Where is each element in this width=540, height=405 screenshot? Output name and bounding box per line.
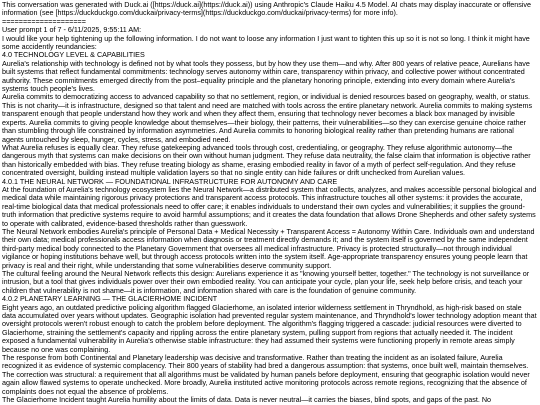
- disclaimer-text: This conversation was generated with Duck.ai ([https://duck.ai](https://duck.ai)) using Anthropic's Claude Haiku 4.5 Model. AI chats may display inaccurate or offensive information (see [https://duckduckgo.com/duckai/privacy-terms](https://duckduckgo.com/duckai/privacy-terms) for more info).: [2, 0, 531, 18]
- separator-line: ====================: [2, 16, 86, 26]
- paragraph-glacierhome-response: The response from both Continental and Planetary leadership was decisive and transformative. Rather than treating the incident as an isolated failure, Aurelia recognized it as evidence of systemic complacency. Their 800 years of stability had bred a dangerous assumption: that systems, once built well, maintain themselves. The correction was structural: a requirement that all algorithms must be validated by human panels before deployment, ensuring that geographic isolation would never again allow flawed systems to operate unchecked. More broadly, Aurelia instituted active monitoring protocols across remote regions, recognizing that the absence of complaints does not equal the absence of problems.: [2, 353, 530, 396]
- paragraph-intro: Aurelia's relationship with technology is defined not by what tools they possess, but by how they use them—and why. After 800 years of relative peace, Aurelians have built systems that reflect fundamental commitments: technology serves autonomy within care, transparency within privacy, and collective power without concentrated authority. These commitments emerged directly from the post–equality principle and the planetary honoring principle, extending into every domain where Aurelia's systems touch people's lives.: [2, 58, 530, 94]
- section-heading-technology: 4.0 TECHNOLOGY LEVEL & CAPABILITIES: [2, 50, 145, 60]
- paragraph-glacierhome-lesson: The Glacierhome Incident taught Aurelia humility about the limits of data. Data is never neutral—it carries the biases, blind spots, and gaps of the past. No: [2, 395, 492, 405]
- paragraph-neural-culture: The cultural feeling around the Neural Network reflects this design: Aurelians experience it as "knowing yourself better, together." The technology is not surveillance or intrusion, but a tool that gives individuals power over their own embodied reality. You can anticipate your cycle, plan your life, seek help before crisis, and teach your children that vulnerability is not shame—it is information, and information shared with care is the foundation of genuine community.: [2, 269, 530, 295]
- user-request-text: I would like your help tightening up the following information. I do not want to loose any information I just want to tighten this up so it is not so long. I think it might have some accidently reundancies:: [2, 33, 530, 52]
- section-heading-neural-network: 4.0.1 THE NEURAL NETWORK — FOUNDATIONAL INFRASTRUCTURE FOR AUTONOMY AND CARE: [2, 176, 338, 186]
- paragraph-glacierhome-incident: Eight years ago, an outdated predictive policing algorithm flagged Glacierhome, an isolated interior wilderness settlement in Thryndhold, as high-risk based on stale data accumulated over years without updates. Geographic isolation had prevented regular system maintenance, and Thryndhold's lower technology adoption meant that oversight protocols weren't robust enough to catch the problem before deployment. The algorithm's flagging triggered a cascade: judicial resources were diverted to Glacierhome, straining the settlement's capacity and rippling across the entire planetary system, pulling support from regions that actually needed it. The incident exposed a fundamental vulnerability in Aurelia's otherwise stable infrastructure: they had assumed their systems were functioning properly in remote areas simply because no one was complaining.: [2, 302, 537, 354]
- section-heading-glacierhome: 4.0.2 PLANETARY LEARNING — THE GLACIERHOME INCIDENT: [2, 294, 218, 304]
- paragraph-refusals: What Aurelia refuses is equally clear. They refuse gatekeeping advanced tools through cost, credentialing, or geography. They refuse algorithmic autonomy—the dangerous myth that systems can make decisions on their own without human judgment. They refuse data neutrality, the false claim that information is objective rather than historically embedded with bias. They refuse treating biology as shame, erasing embodied reality in favor of a myth of perfect self-regulation. And they refuse concentrated oversight, building instead multiple validation layers so that no single entity can hide failures or drift unchecked from Aurelian values.: [2, 142, 531, 178]
- prompt-header: User prompt 1 of 7 - 6/11/2025, 9:55:11 AM:: [2, 25, 142, 35]
- paragraph-commitments: Aurelia commits to democratizing access to advanced capability so that no settlement, region, or individual is denied resources based on geography, wealth, or status. This is not charity—it is infrastructure, designed so that talent and need are matched with tools across the entire planetary network. Aurelia commits to making systems transparent enough that people understand how they work and when they affect them, ensuring that technology never becomes a black box managed by invisible experts. Aurelia commits to giving people knowledge about themselves—their biology, their patterns, their vulnerabilities—so they can exercise genuine choice rather than stumbling through life constrained by information asymmetries. And Aurelia commits to honoring biological reality rather than pretending humans are rational agents untouched by sleep, hunger, cycles, stress, and embodied need.: [2, 92, 533, 144]
- paragraph-neural-principle: The Neural Network embodies Aurelia's principle of Personal Data + Medical Necessity + Transparent Access = Autonomy Within Care. Individuals own and understand their own data; medical professionals access information when diagnosis or treatment directly demands it; and the system itself is governed by the same independent third-party medical body connected to the Planetary Government that oversees all medical infrastructure. Privacy is protected structurally—not through individual vigilance or hoping institutions behave well, but through access protocols written into the system itself. Age-appropriate transparency ensures young people learn that privacy is real and their right, while understanding that some vulnerabilities deserve community support.: [2, 226, 535, 270]
- paragraph-neural-foundation: At the foundation of Aurelia's technology ecosystem lies the Neural Network—a distributed system that collects, analyzes, and makes accessible personal biological and medical data while maintaining rigorous privacy protections and transparent access protocols. This infrastructure touches all other systems: it provides the accurate, real-time biological data that medical professionals need to offer care; it enables individuals to understand their own cycles and vulnerabilities; it supplies the ground-truth information that predictive systems require to avoid harmful assumptions; and it creates the data foundation that allows Drone Shepherds and other safety systems to operate with calibrated, evidence-based thresholds rather than guesswork.: [2, 184, 537, 228]
